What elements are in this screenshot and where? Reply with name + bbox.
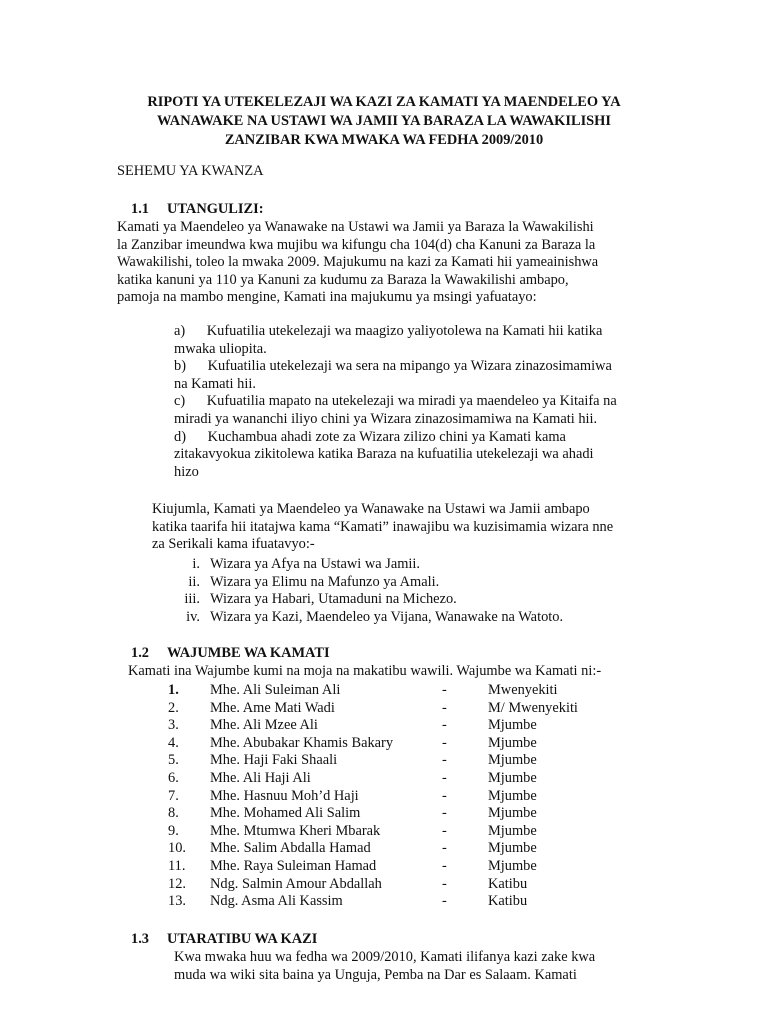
member-role: Mjumbe <box>488 787 537 804</box>
section-number: 1.1 <box>131 201 149 217</box>
ministry-name: Wizara ya Kazi, Maendeleo ya Vijana, Wanawake na Watoto. <box>210 608 564 625</box>
member-name: Mhe. Ali Mzee Ali <box>210 717 318 734</box>
member-name: Mhe. Haji Faki Shaali <box>210 752 338 769</box>
member-role: Mjumbe <box>488 717 537 734</box>
text-line: la Zanzibar imeundwa kwa mujibu wa kifungu cha 104(d) cha Kanuni za Baraza la <box>117 236 596 253</box>
member-number: 2. <box>168 699 179 716</box>
member-name: Mhe. Ame Mati Wadi <box>210 699 335 716</box>
list-line: d) Kuchambua ahadi zote za Wizara zilizo chini ya Kamati kama <box>174 428 566 445</box>
section-heading: UTANGULIZI: <box>167 201 264 217</box>
section-number: 1.2 <box>131 645 149 661</box>
list-line: hizo <box>174 463 199 480</box>
member-name: Ndg. Salmin Amour Abdallah <box>210 875 382 892</box>
member-role: Katibu <box>488 875 528 892</box>
section-number: 1.3 <box>131 931 149 947</box>
member-dash: - <box>442 752 447 769</box>
member-name: Mhe. Mtumwa Kheri Mbarak <box>210 822 381 839</box>
text-line: katika kanuni ya 110 ya Kanuni za kudumu za Baraza la Wawakilishi ambapo, <box>117 271 569 288</box>
member-name: Ndg. Asma Ali Kassim <box>210 893 343 910</box>
member-number: 4. <box>168 734 179 751</box>
member-number: 5. <box>168 752 179 769</box>
member-role: Mjumbe <box>488 822 537 839</box>
member-role: Mjumbe <box>488 752 537 769</box>
member-dash: - <box>442 893 447 910</box>
member-dash: - <box>442 734 447 751</box>
text-line: Kiujumla, Kamati ya Maendeleo ya Wanawake na Ustawi wa Jamii ambapo <box>152 501 590 517</box>
member-role: Mjumbe <box>488 770 537 786</box>
member-number: 13. <box>168 893 186 910</box>
title-line: RIPOTI YA UTEKELEZAJI WA KAZI ZA KAMATI YA MAENDELEO YA <box>147 94 621 110</box>
member-role: M/ Mwenyekiti <box>488 699 578 716</box>
member-dash: - <box>442 699 447 716</box>
list-line: a) Kufuatilia utekelezaji wa maagizo yaliyotolewa na Kamati hii katika <box>174 323 603 339</box>
member-role: Mjumbe <box>488 858 537 874</box>
member-role: Mjumbe <box>488 734 537 751</box>
list-line: b) Kufuatilia utekelezaji wa sera na mipango ya Wizara zinazosimamiwa <box>174 358 612 375</box>
report-title <box>110 93 658 150</box>
section-heading: WAJUMBE WA KAMATI <box>167 645 330 661</box>
members-table <box>0 682 768 914</box>
list-line: zitakavyokua zikitolewa katika Baraza na kufuatilia utekelezaji wa ahadi <box>174 446 594 463</box>
list-line: mwaka uliopita. <box>174 340 267 357</box>
member-number: 6. <box>168 770 179 786</box>
ministry-name: Wizara ya Afya na Ustawi wa Jamii. <box>210 556 421 572</box>
member-name: Mhe. Abubakar Khamis Bakary <box>210 734 394 751</box>
text-line: Kamati ya Maendeleo ya Wanawake na Ustawi wa Jamii ya Baraza la Wawakilishi <box>117 219 594 235</box>
member-dash: - <box>442 875 447 892</box>
title-line: WANAWAKE NA USTAWI WA JAMII YA BARAZA LA WAWAKILISHI <box>157 113 611 129</box>
member-name: Mhe. Ali Haji Ali <box>210 770 311 786</box>
list-line: na Kamati hii. <box>174 375 256 392</box>
text-line: katika taarifa hii itatajwa kama “Kamati” inawajibu wa kuzisimamia wizara nne <box>152 518 614 535</box>
text-line: muda wa wiki sita baina ya Unguja, Pemba na Dar es Salaam. Kamati <box>174 966 577 983</box>
roman-numeral: ii. <box>188 573 200 590</box>
part-heading: SEHEMU YA KWANZA <box>117 163 264 179</box>
member-number: 3. <box>168 717 179 734</box>
member-name: Mhe. Hasnuu Moh’d Haji <box>210 787 359 804</box>
summary-paragraph <box>152 501 653 554</box>
member-dash: - <box>442 717 447 734</box>
member-role: Mjumbe <box>488 805 537 822</box>
text-line: za Serikali kama ifuatavyo:- <box>152 536 315 553</box>
list-line: miradi ya wananchi iliyo chini ya Wizara zinazosimamiwa na Kamati hii. <box>174 410 598 427</box>
ministry-name: Wizara ya Elimu na Mafunzo ya Amali. <box>210 573 440 590</box>
member-role: Mjumbe <box>488 840 537 857</box>
member-number: 7. <box>168 787 179 804</box>
intro-paragraph <box>117 219 653 307</box>
text-line: Kwa mwaka huu wa fedha wa 2009/2010, Kamati ilifanya kazi zake kwa <box>174 949 596 965</box>
member-number: 8. <box>168 805 179 822</box>
member-number: 1. <box>168 682 179 698</box>
member-dash: - <box>442 770 447 786</box>
ministry-name: Wizara ya Habari, Utamaduni na Michezo. <box>210 591 457 608</box>
work-paragraph <box>174 949 653 984</box>
roman-numeral: iii. <box>184 591 200 608</box>
member-dash: - <box>442 787 447 804</box>
member-dash: - <box>442 682 447 698</box>
roman-numeral: i. <box>192 556 200 572</box>
text-line: pamoja na mambo mengine, Kamati ina majukumu ya msingi yafuatayo: <box>117 289 537 306</box>
member-name: Mhe. Raya Suleiman Hamad <box>210 858 377 874</box>
member-number: 10. <box>168 840 186 857</box>
member-dash: - <box>442 822 447 839</box>
member-number: 12. <box>168 875 186 892</box>
member-name: Mhe. Ali Suleiman Ali <box>210 682 341 698</box>
member-dash: - <box>442 840 447 857</box>
list-line: c) Kufuatilia mapato na utekelezaji wa miradi ya maendeleo ya Kitaifa na <box>174 393 617 410</box>
member-role: Katibu <box>488 893 528 910</box>
ministries-list <box>0 556 768 628</box>
member-dash: - <box>442 858 447 874</box>
member-number: 11. <box>168 858 186 874</box>
title-line: ZANZIBAR KWA MWAKA WA FEDHA 2009/2010 <box>224 132 544 148</box>
member-name: Mhe. Salim Abdalla Hamad <box>210 840 371 857</box>
text-line: Wawakilishi, toleo la mwaka 2009. Majukumu na kazi za Kamati hii yameainishwa <box>117 254 599 271</box>
roman-numeral: iv. <box>186 608 200 625</box>
member-name: Mhe. Mohamed Ali Salim <box>210 805 361 822</box>
duties-list <box>174 323 653 481</box>
member-dash: - <box>442 805 447 822</box>
member-role: Mwenyekiti <box>488 682 558 698</box>
member-number: 9. <box>168 822 179 839</box>
section-heading: UTARATIBU WA KAZI <box>167 931 318 947</box>
members-intro: Kamati ina Wajumbe kumi na moja na makatibu wawili. Wajumbe wa Kamati ni:- <box>128 663 602 679</box>
